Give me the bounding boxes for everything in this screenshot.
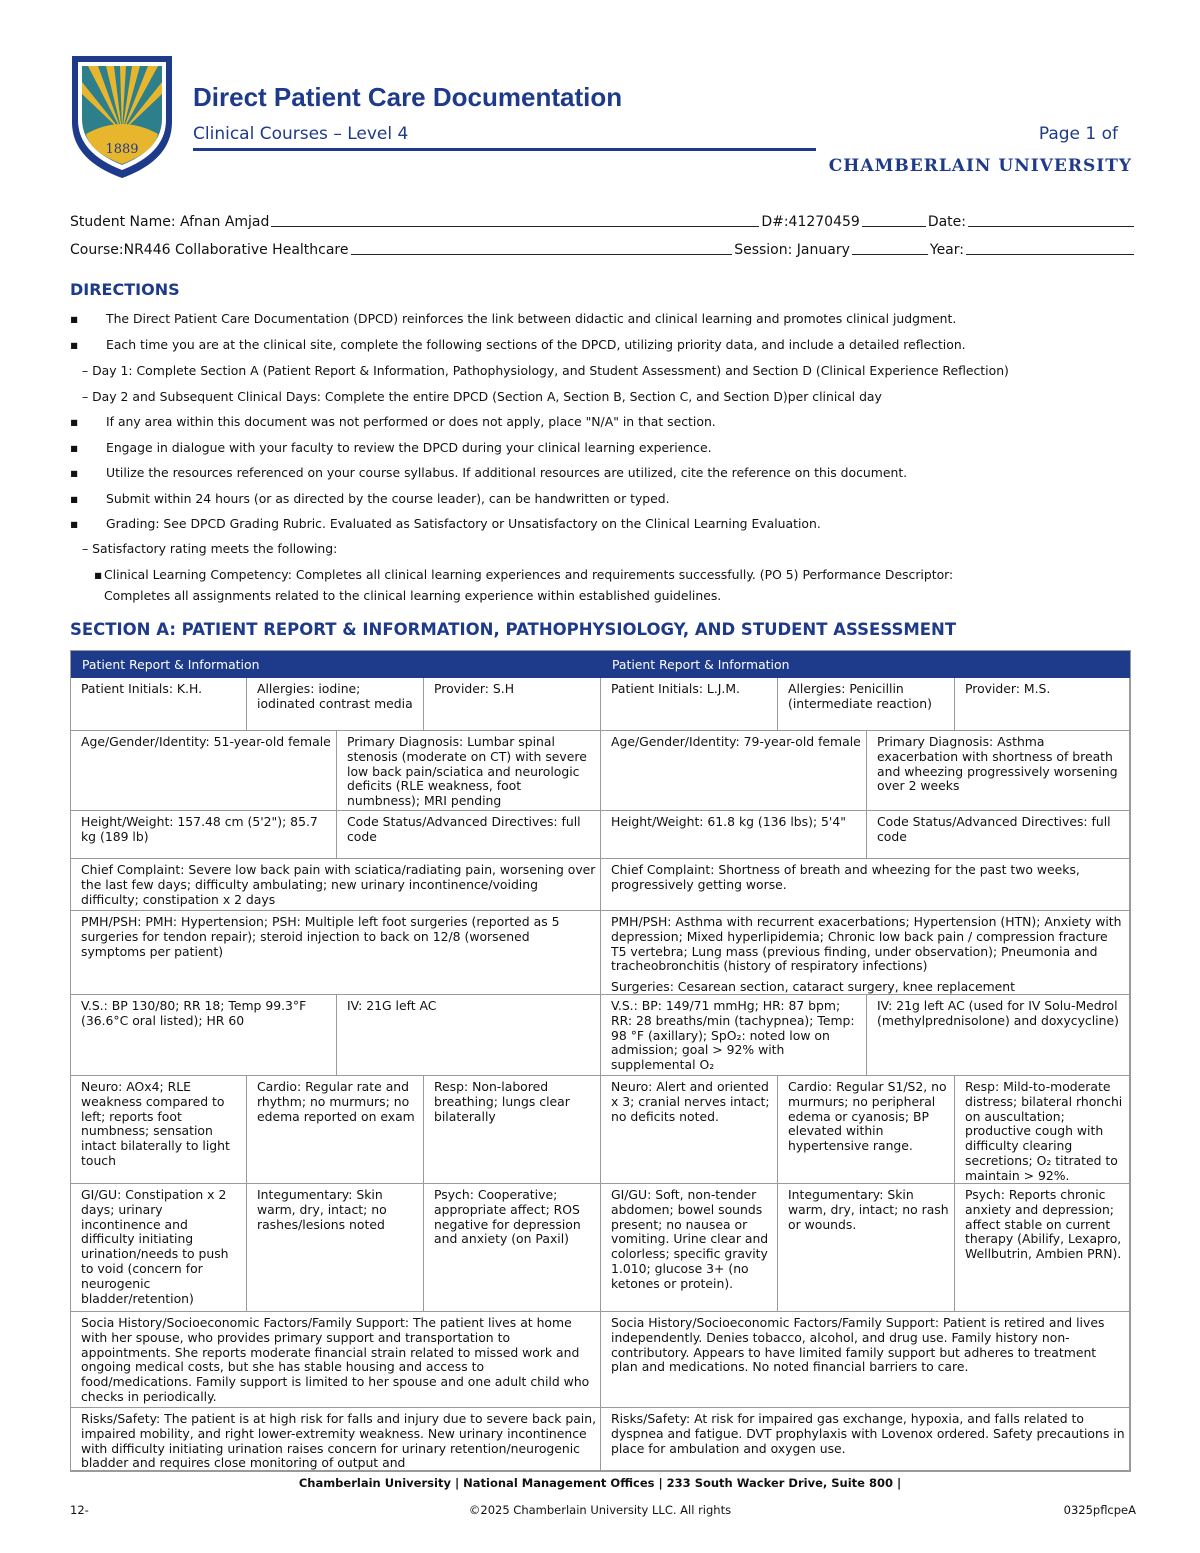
course-field[interactable]: Course:NR446 Collaborative Healthcare [70,242,349,258]
right-risks-cell[interactable]: Risks/Safety: At risk for impaired gas exchange, hypoxia, and falls related to dyspnea and fatigue. DVT prophylaxis with Lovenox ordered. Safety precautions in place for ambulation and oxygen use. [601,1408,1130,1471]
direction-item: ▪ Each time you are at the clinical site, complete the following sections of the DPCD, utilizing priority data, and include a detailed reflection. [70,337,966,352]
direction-subitem: – Day 1: Complete Section A (Patient Report & Information, Pathophysiology, and Student Assessment) and Section D (Clinical Experience Reflection) [82,363,1009,378]
left-psych-cell[interactable]: Psych: Cooperative; appropriate affect; ROS negative for depression and anxiety (on Paxil) [424,1184,601,1312]
left-age-cell[interactable]: Age/Gender/Identity: 51-year-old female [71,731,337,811]
direction-item: ▪ Engage in dialogue with your faculty to review the DPCD during your clinical learning experience. [70,440,712,455]
right-age-cell[interactable]: Age/Gender/Identity: 79-year-old female [601,731,867,811]
left-neuro-cell[interactable]: Neuro: AOx4; RLE weakness compared to left; reports foot numbness; sensation intact bilaterally to light touch [71,1076,247,1184]
date-field[interactable]: Date: [927,214,966,230]
right-provider-cell[interactable]: Provider: M.S. [955,678,1130,731]
course-info-row [70,240,1136,258]
right-psych-cell[interactable]: Psych: Reports chronic anxiety and depression; affect stable on current therapy (Abilify, Lexapro, Wellbutrin, Ambien PRN). [955,1184,1130,1312]
right-resp-cell[interactable]: Resp: Mild-to-moderate distress; bilateral rhonchi on auscultation; productive cough with difficulty clearing secretions; O₂ titrated to maintain > 92%. [955,1076,1130,1184]
bullet-icon: ▪ [70,414,79,429]
document-subtitle: Clinical Courses – Level 4 [193,124,409,144]
footer-copyright: ©2025 Chamberlain University LLC. All rights [468,1503,732,1517]
bullet-icon: ▪ [70,516,79,531]
right-pmh-text: PMH/PSH: Asthma with recurrent exacerbations; Hypertension (HTN); Anxiety with depression; Mixed hyperlipidemia; Chronic low back pain / compression fracture T5 vertebra; Lung mass (previous finding, under observation); Pneumonia and tracheobronchitis (history of respiratory infections) [611,914,1122,974]
left-integumentary-cell[interactable]: Integumentary: Skin warm, dry, intact; no rashes/lesions noted [247,1184,424,1312]
left-code-cell[interactable]: Code Status/Advanced Directives: full code [337,811,601,859]
left-social-cell[interactable]: Socia History/Socioeconomic Factors/Family Support: The patient lives at home with her spouse, who provides primary support and transportation to appointments. She reports moderate financial strain related to missed work and ongoing medical costs, but she has stable housing and access to food/medications. Family support is limited to her spouse and one adult child who checks in periodically. [71,1312,601,1408]
left-provider-cell[interactable]: Provider: S.H [424,678,601,731]
bullet-icon: ▪ [70,465,79,480]
left-resp-cell[interactable]: Resp: Non-labored breathing; lungs clear bilaterally [424,1076,601,1184]
bullet-icon: ▪ [70,440,79,455]
student-id-line [862,212,926,227]
right-integumentary-cell[interactable]: Integumentary: Skin warm, dry, intact; no rash or wounds. [778,1184,955,1312]
right-pmh-cell[interactable] [601,911,1130,995]
patient-report-table [70,650,1131,1472]
left-cardio-cell[interactable]: Cardio: Regular rate and rhythm; no murmurs; no edema reported on exam [247,1076,424,1184]
left-diagnosis-cell[interactable]: Primary Diagnosis: Lumbar spinal stenosis (moderate on CT) with severe low back pain/sciatica and neurologic deficits (RLE weakness, foot numbness); MRI pending [337,731,601,811]
university-shield-logo [68,52,176,180]
bullet-icon: ▪ [70,337,79,352]
section-a-title: SECTION A: PATIENT REPORT & INFORMATION, PATHOPHYSIOLOGY, AND STUDENT ASSESSMENT [70,620,957,639]
direction-item: ▪ If any area within this document was not performed or does not apply, place "N/A" in that section. [70,414,716,429]
right-vitals-cell[interactable]: V.S.: BP: 149/71 mmHg; HR: 87 bpm; RR: 28 breaths/min (tachypnea); Temp: 98 °F (axillary); SpO₂: noted low on admission; goal > 92% with supplemental O₂ [601,995,867,1076]
directions-heading: DIRECTIONS [70,280,180,299]
left-initials-cell[interactable]: Patient Initials: K.H. [71,678,247,731]
left-risks-cell[interactable]: Risks/Safety: The patient is at high risk for falls and injury due to severe back pain, impaired mobility, and right lower-extremity weakness. New urinary incontinence with difficulty initiating urination raises concern for urinary retention/neurogenic bladder and requires close monitoring of output and [71,1408,601,1471]
direction-item: ▪ The Direct Patient Care Documentation (DPCD) reinforces the link between didactic and clinical learning and promotes clinical judgment. [70,311,957,326]
right-neuro-cell[interactable]: Neuro: Alert and oriented x 3; cranial nerves intact; no deficits noted. [601,1076,778,1184]
right-height-cell[interactable]: Height/Weight: 61.8 kg (136 lbs); 5'4" [601,811,867,859]
year-line [966,240,1134,255]
right-social-cell[interactable]: Socia History/Socioeconomic Factors/Family Support: Patient is retired and lives independently. Denies tobacco, alcohol, and drug use. Family history non-contributory. Appears to have limited family support but adheres to treatment plan and medications. No noted financial barriers to care. [601,1312,1130,1408]
session-field[interactable]: Session: January [734,242,850,258]
right-code-cell[interactable]: Code Status/Advanced Directives: full code [867,811,1130,859]
right-diagnosis-cell[interactable]: Primary Diagnosis: Asthma exacerbation with shortness of breath and wheezing progressively worsening over 2 weeks [867,731,1130,811]
student-name-line [271,212,759,227]
student-id-field[interactable]: D#:41270459 [761,214,860,230]
left-gigu-cell[interactable]: GI/GU: Constipation x 2 days; urinary incontinence and difficulty initiating urination/needs to push to void (concern for neurogenic bladder/retention) [71,1184,247,1312]
year-field[interactable]: Year: [929,242,964,258]
left-vitals-cell[interactable]: V.S.: BP 130/80; RR 18; Temp 99.3°F (36.6°C oral listed); HR 60 [71,995,337,1076]
right-patient-header: Patient Report & Information [601,651,1130,678]
footer-address: Chamberlain University | National Management Offices | 233 South Wacker Drive, Suite 800 | [298,1476,902,1490]
right-gigu-cell[interactable]: GI/GU: Soft, non-tender abdomen; bowel sounds present; no nausea or vomiting. Urine clear and colorless; specific gravity 1.010; glucose 3+ (no ketones or protein). [601,1184,778,1312]
university-wordmark: CHAMBERLAIN UNIVERSITY [828,156,1132,176]
left-height-cell[interactable]: Height/Weight: 157.48 cm (5'2"); 85.7 kg (189 lb) [71,811,337,859]
logo-year: 1889 [105,142,139,157]
left-iv-cell[interactable]: IV: 21G left AC [337,995,601,1076]
course-line [351,240,733,255]
header-rule [193,148,816,151]
left-complaint-cell[interactable]: Chief Complaint: Severe low back pain with sciatica/radiating pain, worsening over the last few days; difficulty ambulating; new urinary incontinence/voiding difficulty; constipation x 2 days [71,859,601,911]
bullet-icon: ▪ [70,311,79,326]
direction-subitem: ▪ Clinical Learning Competency: Completes all clinical learning experiences and requirements successfully. (PO 5) Performance Descriptor: [94,567,954,582]
left-pmh-cell[interactable]: PMH/PSH: PMH: Hypertension; PSH: Multiple left foot surgeries (reported as 5 surgeries for tendon repair); steroid injection to back on 12/8 (worsened symptoms per patient) [71,911,601,995]
right-iv-cell[interactable]: IV: 21g left AC (used for IV Solu-Medrol (methylprednisolone) and doxycycline) [867,995,1130,1076]
footer-form-code: 0325pflcpeA [1063,1503,1136,1517]
bullet-icon: ▪ [70,491,79,506]
direction-item: ▪ Grading: See DPCD Grading Rubric. Evaluated as Satisfactory or Unsatisfactory on the Clinical Learning Evaluation. [70,516,821,531]
bullet-icon: ▪ [94,567,103,582]
right-initials-cell[interactable]: Patient Initials: L.J.M. [601,678,778,731]
direction-item: ▪ Utilize the resources referenced on your course syllabus. If additional resources are utilized, cite the reference on this document. [70,465,908,480]
student-info-row [70,212,1136,230]
right-allergies-cell[interactable]: Allergies: Penicillin (intermediate reaction) [778,678,955,731]
left-allergies-cell[interactable]: Allergies: iodine; iodinated contrast media [247,678,424,731]
session-line [852,240,928,255]
right-surgeries-text: Surgeries: Cesarean section, cataract surgery, knee replacement [611,979,1015,995]
right-cardio-cell[interactable]: Cardio: Regular S1/S2, no murmurs; no peripheral edema or cyanosis; BP elevated within hypertensive range. [778,1076,955,1184]
document-title: Direct Patient Care Documentation [193,82,623,112]
direction-subitem: – Day 2 and Subsequent Clinical Days: Complete the entire DPCD (Section A, Section B, Section C, and Section D)per clinical day [82,389,882,404]
direction-item: ▪ Submit within 24 hours (or as directed by the course leader), can be handwritten or typed. [70,491,670,506]
footer-left-text: 12- [70,1503,89,1517]
date-line [968,212,1134,227]
student-name-field[interactable]: Student Name: Afnan Amjad [70,214,270,230]
left-patient-header: Patient Report & Information [71,651,601,678]
right-complaint-cell[interactable]: Chief Complaint: Shortness of breath and wheezing for the past two weeks, progressively getting worse. [601,859,1130,911]
direction-subitem: – Satisfactory rating meets the following: [82,541,338,556]
direction-subitem: Completes all assignments related to the clinical learning experience within established guidelines. [104,588,722,603]
page-number: Page 1 of [1038,124,1118,144]
